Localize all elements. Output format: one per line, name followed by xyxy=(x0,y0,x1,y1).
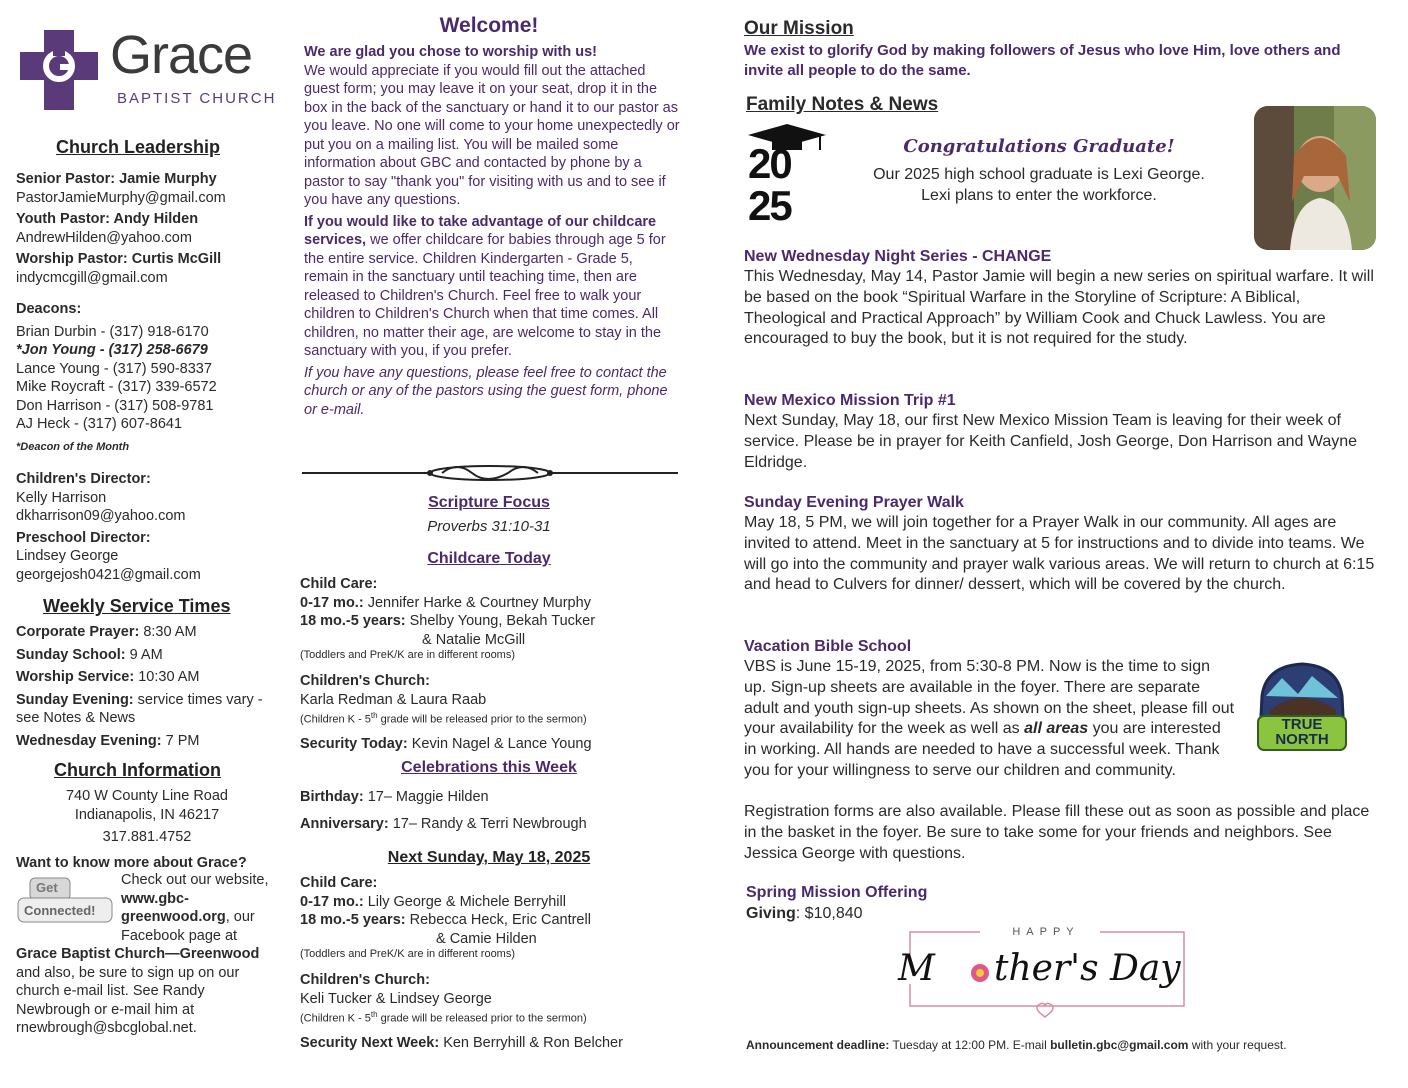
childcare-today xyxy=(300,575,680,753)
child-care-label: Child Care: xyxy=(300,576,378,592)
childrens-church-workers: Karla Redman & Laura Raab xyxy=(300,691,487,708)
address-line-2: Indianapolis, IN 46217 xyxy=(74,806,220,823)
mothers-m: M xyxy=(898,948,935,989)
birthday-row: Birthday: 17– Maggie Hilden xyxy=(300,789,489,805)
release-note: (Children K - 5th grade will be released prior to the sermon) xyxy=(300,711,587,726)
toddlers-row-2: & Camie Hilden xyxy=(436,930,537,947)
deacon-item: Mike Roycraft - (317) 339-6572 xyxy=(16,379,217,395)
wednesday-series-text: This Wednesday, May 14, Pastor Jamie will begin a new series on spiritual warfare. It will be based on the book “Spiritual Warfare in the Storyline of Scripture: A Biblical, Theological and Practical Approach” by William Cook and Chuck Lawless. You are encouraged to buy the book, but it is not required for the study. xyxy=(744,268,1374,348)
prayer-walk-text: May 18, 5 PM, we will join together for a Prayer Walk in our community. All ages are invited to attend. Meet in the sanctuary at 5 for instructions and to divide into teams. We will go into the community and prayer walk various areas. We will return to church at 6:15 and head to Culvers for dinner/ dessert, which will be covered by the church. xyxy=(744,514,1375,594)
website-link[interactable]: www.gbc-greenwood.org xyxy=(121,890,226,925)
offering-giving: Giving: $10,840 xyxy=(746,905,863,922)
youth-pastor-email: AndrewHilden@yahoo.com xyxy=(16,229,192,246)
security-today: Security Today: Kevin Nagel & Lance Young xyxy=(300,735,592,752)
vbs-title: Vacation Bible School xyxy=(744,638,912,655)
childcare-today-title: Childcare Today xyxy=(427,550,551,567)
worship-pastor-name: Worship Pastor: Curtis McGill xyxy=(16,251,222,267)
logo-subtitle: BAPTIST CHURCH xyxy=(117,90,277,107)
grad-year-bottom: 25 xyxy=(748,182,791,229)
true-north-vbs-logo xyxy=(1252,656,1352,760)
mission-text: We exist to glorify God by making followers of Jesus who love Him, love others and invite all people to do the same. xyxy=(744,42,1341,79)
address-line-1: 740 W County Line Road xyxy=(65,788,228,804)
scripture-title: Scripture Focus xyxy=(428,494,550,511)
service-time-item: Worship Service: 10:30 AM xyxy=(16,669,200,685)
rooms-note: (Toddlers and PreK/K are in different rooms) xyxy=(300,649,516,661)
news-title: Family Notes & News xyxy=(746,94,939,115)
mothers-happy: HAPPY xyxy=(1012,926,1080,938)
grad-line-1: Our 2025 high school graduate is Lexi George. xyxy=(873,166,1205,183)
next-sunday xyxy=(300,874,680,1052)
connect-paragraph: Check out our website, www.gbc-greenwood.org, our Facebook page at Grace Baptist Church—Greenwood and also, be sure to sign up on our church e-mail list. See Randy Newbrough or e-mail him at rnewbrough@sbcglobal.net. xyxy=(16,872,269,1036)
service-time-item: Sunday Evening: service times vary - see Notes & News xyxy=(16,691,263,726)
welcome-paragraph-3: If you have any questions, please feel free to contact the church or any of the pastors using the guest form, phone or e-mail. xyxy=(304,364,668,418)
childrens-church-label: Children's Church: xyxy=(300,972,430,988)
infants-row: 0-17 mo.: Jennifer Harke & Courtney Murphy xyxy=(300,594,591,611)
preschool-director-email: georgejosh0421@gmail.com xyxy=(16,566,201,583)
senior-pastor-name: Senior Pastor: Jamie Murphy xyxy=(16,171,217,187)
welcome-bold: We are glad you chose to worship with us! xyxy=(304,44,597,60)
senior-pastor-email: PastorJamieMurphy@gmail.com xyxy=(16,189,226,206)
badge-get: Get xyxy=(36,880,58,895)
directors xyxy=(16,470,278,584)
deacon-item: *Jon Young - (317) 258-6679 xyxy=(16,342,208,358)
grad-text xyxy=(844,164,1234,206)
vbs-registration-text: Registration forms are also available. Please fill these out as soon as possible and place in the basket in the foyer. Be sure to take some for your friends and neighbors. See Jessica George with questions. xyxy=(744,803,1370,862)
deacon-item: AJ Heck - (317) 607-8641 xyxy=(16,416,183,432)
new-mexico-title: New Mexico Mission Trip #1 xyxy=(744,392,956,409)
anniversary-row: Anniversary: 17– Randy & Terri Newbrough xyxy=(300,815,587,832)
welcome-paragraph-2: If you would like to take advantage of our childcare services, we offer childcare for babies through age 5 for the entire service. Children Kindergarten - Grade 5, remain in the sanctuary until teaching time, then are released to Children's Church. Feel free to walk your children to Children's Church when that time comes. All children, no matter their age, are welcome to stay in the sanctuary with you, if you prefer. xyxy=(304,213,666,359)
grad-line-2: Lexi plans to enter the workforce. xyxy=(921,187,1157,204)
next-sunday-title: Next Sunday, May 18, 2025 xyxy=(387,849,591,866)
rooms-note: (Toddlers and PreK/K are in different rooms) xyxy=(300,948,516,960)
graduation-2025-icon xyxy=(746,122,828,230)
church-logo-cross-icon xyxy=(20,30,100,110)
service-time-item: Wednesday Evening: 7 PM xyxy=(16,732,200,749)
toddlers-row: 18 mo.-5 years: Shelby Young, Bekah Tucker xyxy=(300,613,596,629)
welcome-text xyxy=(304,43,680,419)
scripture-reference: Proverbs 31:10-31 xyxy=(427,518,551,535)
childrens-director-label: Children's Director: xyxy=(16,471,151,487)
deacons-list xyxy=(16,300,278,456)
service-times-title: Weekly Service Times xyxy=(43,596,231,616)
grad-title: Congratulations Graduate! xyxy=(903,136,1175,157)
bulletin-email[interactable]: bulletin.gbc@gmail.com xyxy=(1050,1038,1189,1052)
mothers-day-text: ther's Day xyxy=(994,948,1181,989)
leadership-title: Church Leadership xyxy=(56,137,221,157)
vbs-text: VBS is June 15-19, 2025, from 5:30-8 PM. Now is the time to sign up. Sign-up sheets are available in the foyer. There are separate adult and youth sign-up sheets. As shown on the sheet, please fill out your availability for the week as well as all areas you are interested in working. All hands are needed to have a successful week. Thank you for your willingness to serve our children and community. xyxy=(744,658,1235,779)
facebook-name: Grace Baptist Church—Greenwood xyxy=(16,946,260,962)
wednesday-series-title: New Wednesday Night Series - CHANGE xyxy=(744,248,1052,265)
grad-year-top: 20 xyxy=(748,140,791,187)
deacon-item: Lance Young - (317) 590-8337 xyxy=(16,360,212,377)
release-note: (Children K - 5th grade will be released prior to the sermon) xyxy=(300,1010,587,1025)
church-address xyxy=(16,787,278,847)
offering-title: Spring Mission Offering xyxy=(746,884,928,901)
service-times-list xyxy=(16,623,266,750)
childrens-director-email: dkharrison09@yahoo.com xyxy=(16,508,186,524)
celebrations-title: Celebrations this Week xyxy=(401,759,577,776)
prayer-walk-title: Sunday Evening Prayer Walk xyxy=(744,494,964,511)
celebrations xyxy=(300,788,680,833)
mothers-day-graphic xyxy=(896,926,1186,1026)
deacon-note: *Deacon of the Month xyxy=(16,440,130,453)
new-mexico-text: Next Sunday, May 18, our first New Mexico Mission Team is leaving for their week of service. Please be in prayer for Keith Canfield, Josh George, Don Harrison and Wayne Eldridge. xyxy=(744,412,1358,471)
graduate-photo xyxy=(1254,106,1376,250)
vbs-logo-north: NORTH xyxy=(1275,731,1329,748)
infants-row: 0-17 mo.: Lily George & Michele Berryhill xyxy=(300,893,566,910)
childrens-director-name: Kelly Harrison xyxy=(16,489,107,506)
service-time-item: Sunday School: 9 AM xyxy=(16,646,163,663)
deacon-item: Don Harrison - (317) 508-9781 xyxy=(16,397,214,414)
ornamental-divider-icon xyxy=(302,463,678,483)
badge-connected: Connected! xyxy=(24,903,96,918)
mission-title: Our Mission xyxy=(744,18,854,39)
toddlers-row: 18 mo.-5 years: Rebecca Heck, Eric Cantrell xyxy=(300,912,591,928)
preschool-director-label: Preschool Director: xyxy=(16,529,151,546)
security-next-week: Security Next Week: Ken Berryhill & Ron Belcher xyxy=(300,1034,623,1051)
pastors-list xyxy=(16,170,278,287)
deacon-item: Brian Durbin - (317) 918-6170 xyxy=(16,323,209,340)
preschool-director-name: Lindsey George xyxy=(16,548,119,564)
vbs-logo-true: TRUE xyxy=(1281,716,1323,733)
deacons-label: Deacons: xyxy=(16,301,82,317)
childrens-church-workers: Keli Tucker & Lindsey George xyxy=(300,990,492,1007)
toddlers-row-2: & Natalie McGill xyxy=(422,631,526,648)
service-time-item: Corporate Prayer: 8:30 AM xyxy=(16,624,197,640)
welcome-title: Welcome! xyxy=(439,14,539,37)
logo-name: Grace xyxy=(110,25,253,85)
know-more-heading: Want to know more about Grace? xyxy=(16,855,247,871)
child-care-label: Child Care: xyxy=(300,875,378,891)
youth-pastor-name: Youth Pastor: Andy Hilden xyxy=(16,211,199,227)
welcome-paragraph-1: We would appreciate if you would fill out the attached guest form; you may leave it on your seat, drop it in the box in the back of the sanctuary or hand it to our pastor as you leave. No one will come to your home unexpectedly or put you on a mailing list. You will be mailed some information about GBC and contacted by phone by a pastor to say "thank you" for visiting with us and to see if you have any questions. xyxy=(304,62,680,208)
childrens-church-label: Children's Church: xyxy=(300,673,430,689)
church-phone: 317.881.4752 xyxy=(102,829,192,845)
worship-pastor-email: indycmcgill@gmail.com xyxy=(16,269,168,286)
church-info-title: Church Information xyxy=(54,760,221,780)
announcement-deadline: Announcement deadline: Tuesday at 12:00 PM. E-mail bulletin.gbc@gmail.com with your request. xyxy=(746,1038,1287,1052)
